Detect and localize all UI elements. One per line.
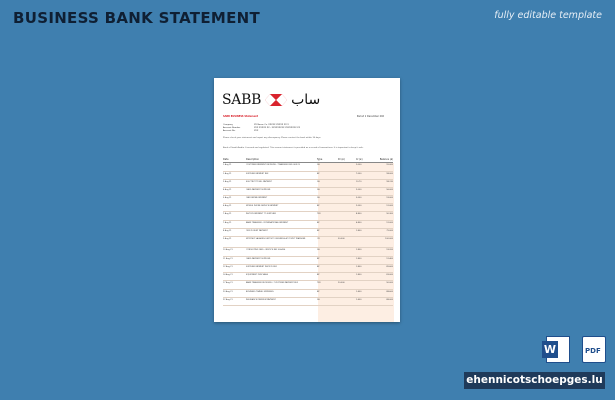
row-credit: 1,800 (356, 230, 362, 233)
row-date: 10 Aug 21 (223, 249, 233, 252)
row-description: MONTHLY SALARIES DEPOSIT / BUSINESS ACCOUNT TRANSFER (246, 238, 306, 241)
col-date: Date (223, 158, 229, 161)
row-date: 12 Aug 21 (223, 266, 233, 269)
col-description: Description (246, 158, 260, 161)
row-description: SUPPLIER PAYMENT INVOICE REF (246, 266, 277, 269)
row-balance: 98,310 (386, 181, 393, 184)
row-type: TFR (317, 282, 321, 285)
row-date: 17 Aug 21 (223, 282, 233, 285)
row-type: DD (317, 299, 320, 302)
account-info-row: Account No. XXX (223, 130, 259, 133)
row-credit: 4,800 (356, 222, 362, 225)
row-balance: 88,600 (386, 291, 393, 294)
statement-preview[interactable] (214, 78, 400, 322)
row-type: DD (317, 249, 320, 252)
row-date: 22 Aug 21 (223, 299, 233, 302)
row-credit: 3,000 (356, 197, 362, 200)
row-balance: 91,000 (386, 205, 393, 208)
row-type: BP (317, 258, 320, 261)
tagline: fully editable template (494, 10, 602, 21)
row-debit: 20,000 (338, 282, 345, 285)
row-date: 11 Aug 21 (223, 258, 233, 261)
bank-logo (222, 92, 320, 108)
row-description: BANK TRANSFER - INTERNATIONAL PAYMENT (246, 222, 289, 225)
table-row (223, 281, 393, 290)
row-credit: 7,000 (356, 173, 362, 176)
row-type: DD (317, 164, 320, 167)
row-balance: 100,000 (385, 238, 393, 241)
row-description: EQUIPMENT PURCHASE (246, 274, 268, 277)
table-row (223, 229, 393, 237)
table-row (223, 212, 393, 221)
row-credit: 1,800 (356, 274, 362, 277)
row-balance: 91,400 (386, 258, 393, 261)
row-description: BUSINESS TRAVEL EXPENSES (246, 291, 274, 294)
row-description: INSURANCE PREMIUM PAYMENT (246, 299, 276, 302)
table-row (223, 237, 393, 248)
row-credit: 2,000 (356, 205, 362, 208)
row-balance: 88,000 (386, 299, 393, 302)
table-row (223, 196, 393, 204)
row-credit: 2,000 (356, 189, 362, 192)
table-row (223, 257, 393, 265)
row-description: CARD PAYMENT SUPPLIER (246, 258, 271, 261)
table-row (223, 163, 393, 172)
row-date: 4 Aug 21 (223, 189, 232, 192)
table-row (223, 248, 393, 257)
row-type: DD (317, 181, 320, 184)
website-label: ehennicotschoepges.lu (464, 372, 605, 389)
row-date: 14 Aug 21 (223, 274, 233, 277)
row-type: BP (317, 274, 320, 277)
row-description: CONSULTING FEES - INVOICE REF 000456 (246, 249, 286, 252)
row-type: DD (317, 197, 320, 200)
row-balance: 93,000 (386, 197, 393, 200)
row-type: BP (317, 173, 320, 176)
row-balance: 93,200 (386, 249, 393, 252)
logo-text: SABB (222, 92, 262, 108)
logo-arabic-text: ساب (291, 92, 321, 108)
row-type: CR (317, 238, 320, 241)
row-type: BP (317, 230, 320, 233)
row-credit: 1,800 (356, 266, 362, 269)
table-row (223, 188, 393, 196)
row-balance: 96,000 (386, 189, 393, 192)
row-date: 7 Aug 21 (223, 213, 232, 216)
row-credit: 1,800 (356, 249, 362, 252)
row-credit: 1,400 (356, 291, 362, 294)
row-balance: 90,300 (386, 213, 393, 216)
table-row (223, 298, 393, 306)
format-icons (543, 336, 606, 363)
account-info (223, 124, 393, 134)
row-type: TFR (317, 213, 321, 216)
row-date: 7 Aug 21 (223, 222, 232, 225)
statement-title: SABB BUSINESS Statement (223, 115, 258, 118)
row-credit: 9,000 (356, 164, 362, 167)
row-description: CAR RENTAL PAYMENT (246, 197, 268, 200)
row-balance: 89,600 (386, 266, 393, 269)
row-description: MOBILE PHONE SERVICE PAYMENT (246, 205, 279, 208)
word-icon[interactable]: W (546, 336, 570, 363)
row-description: CUSTOMER PAYMENT RECEIVED / TRANSFER REF 000123 (246, 164, 300, 167)
col-balance: Balance (£) (379, 158, 393, 161)
row-balance: 99,000 (386, 164, 393, 167)
row-balance: 90,000 (386, 282, 393, 285)
row-date: 2 Aug 21 (223, 181, 232, 184)
table-row (223, 265, 393, 273)
page-title: BUSINESS BANK STATEMENT (13, 9, 261, 27)
row-date: 1 Aug 21 (223, 164, 232, 167)
row-description: ELECTRICITY BILL PAYMENT (246, 181, 272, 184)
row-date: 9 Aug 21 (223, 238, 232, 241)
col-type: Type (317, 158, 323, 161)
row-debit: 30,000 (338, 238, 345, 241)
statement-disclaimer: Bank of Saudi Arabia. Licensed and regulated. This account statement is provided as a record of transactions. It is important to keep it safe. (223, 147, 364, 149)
row-date: 6 Aug 21 (223, 205, 232, 208)
row-date: 5 Aug 21 (223, 197, 232, 200)
row-type: BP (317, 291, 320, 294)
table-row (223, 204, 393, 212)
row-balance: 83,000 (386, 274, 393, 277)
table-row (223, 172, 393, 180)
row-balance: 98,000 (386, 173, 393, 176)
row-balance: 79,000 (386, 230, 393, 233)
row-description: OFFICE RENT PAYMENT (246, 230, 268, 233)
row-credit: 1,400 (356, 299, 362, 302)
row-type: BP (317, 205, 320, 208)
row-type: BP (317, 266, 320, 269)
row-date: 8 Aug 21 (223, 230, 232, 233)
account-info-row: Account Number XXX XXXXX XX - XXXXXXXXX XXXXXXXX XX (223, 127, 300, 130)
row-description: BANK TRANSFER RECEIVED / CUSTOMER PAYMENT REF (246, 282, 298, 285)
row-type: BP (317, 222, 320, 225)
row-type: DD (317, 189, 320, 192)
table-row (223, 180, 393, 188)
pdf-icon[interactable]: PDF (582, 336, 606, 363)
row-balance: 91,000 (386, 222, 393, 225)
col-debit: Dr (£) (338, 158, 345, 161)
row-date: 1 Aug 21 (223, 173, 232, 176)
row-date: 20 Aug 21 (223, 291, 233, 294)
statement-date: Period 1 December 202 (356, 115, 384, 118)
row-description: CARD PAYMENT SUPPLIER (246, 189, 271, 192)
table-row (223, 273, 393, 281)
statement-note: Please check your statement and report any discrepancy. Please contact the bank within 30 days. (223, 137, 322, 139)
row-description: SUPPLIER PAYMENT REF (246, 173, 269, 176)
row-credit: 8,800 (356, 213, 362, 216)
transaction-rows (223, 163, 393, 306)
row-description: INVOICE PAYMENT TO SUPPLIER (246, 213, 276, 216)
row-credit: 1,800 (356, 258, 362, 261)
row-credit: 10.70 (356, 181, 362, 184)
hexagon-logo-icon (265, 94, 287, 106)
table-row (223, 221, 393, 229)
account-info-row: Company XX Name Co. XXXXX XXXXX XX X (223, 124, 289, 126)
table-row (223, 290, 393, 298)
col-credit: Cr (£) (356, 158, 363, 161)
